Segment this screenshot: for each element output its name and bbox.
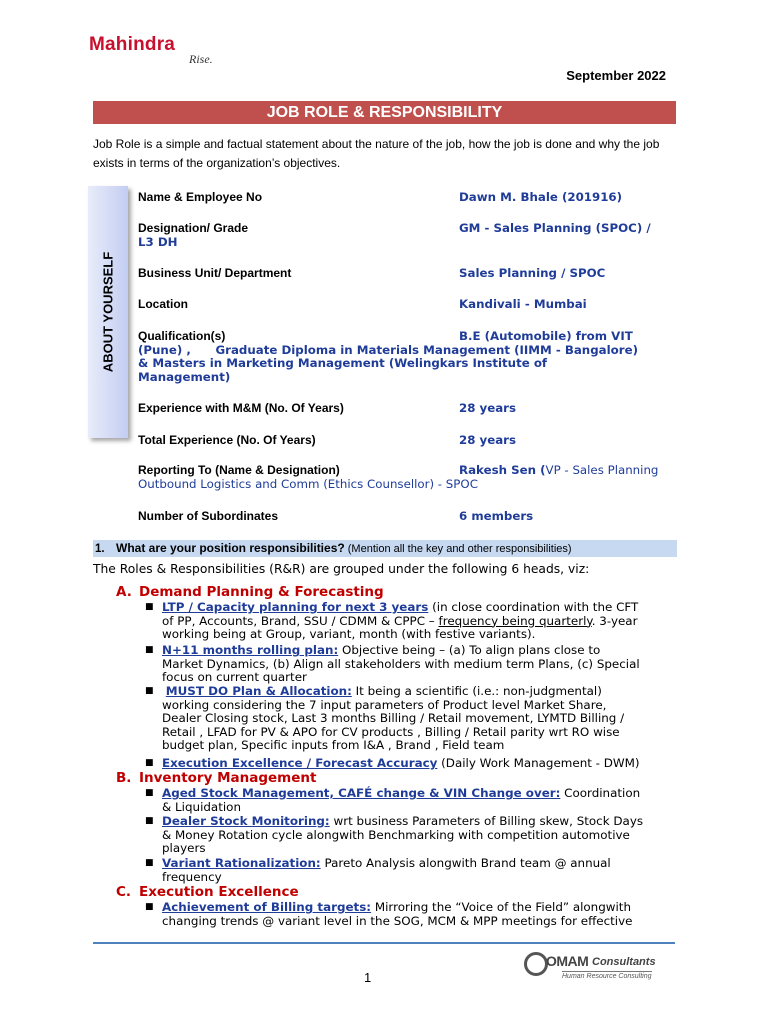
total-experience-label: Total Experience (No. Of Years)	[138, 433, 316, 447]
section-b-heading	[116, 770, 316, 786]
question-note: (Mention all the key and other responsibilities)	[344, 543, 572, 555]
document-date: September 2022	[566, 68, 666, 83]
bullet-a1	[145, 600, 692, 642]
location-row	[138, 298, 683, 312]
bullet-a3-text-4: Retail , LFAD for PV & APO for CV products , Billing / Retail parity wrt RO wise	[162, 724, 620, 739]
bullet-c1-head: Achievement of Billing targets:	[162, 900, 372, 914]
bullet-b1-head: Aged Stock Management, CAFÉ change & VIN Change over:	[162, 786, 561, 800]
section-b-title: Inventory Management	[139, 770, 317, 786]
reporting-designation-2: Outbound Logistics and Comm (Ethics Counsellor) - SPOC	[138, 476, 478, 491]
bullet-a2-head: N+11 months rolling plan:	[162, 643, 339, 657]
bullet-a3-text-5: budget plan, Specific inputs from I&A , Brand , Field team	[162, 738, 505, 752]
bullet-a1-head: LTP / Capacity planning for next 3 years	[162, 600, 429, 614]
logo-tagline: Rise.	[189, 52, 213, 66]
name-row	[138, 191, 683, 205]
section-c-title: Execution Excellence	[139, 884, 299, 900]
bullet-icon: ■	[145, 758, 154, 768]
omam-consultants-logo	[524, 950, 678, 984]
reporting-label: Reporting To (Name & Designation)	[138, 463, 340, 477]
bullet-a3-text-2: working considering the 7 input parameters of Product level Market Share,	[162, 697, 607, 712]
bullet-b1	[145, 786, 692, 814]
consultant-tagline: Human Resource Consulting	[562, 973, 652, 980]
consultant-word: Consultants	[592, 956, 656, 968]
bullet-icon: ■	[145, 602, 154, 612]
bullet-a2-text-3: focus on current quarter	[162, 670, 307, 684]
bullet-icon: ■	[145, 858, 154, 868]
bullet-a1-text-3: . 3-year	[591, 613, 638, 628]
business-unit-label: Business Unit/ Department	[138, 266, 292, 280]
section-a-letter: A.	[116, 584, 132, 600]
designation-grade: L3 DH	[138, 234, 178, 249]
bullet-c1	[145, 900, 692, 928]
bullet-b2-text-2: & Money Rotation cycle alongwith Benchmarking with competition automotive	[162, 827, 630, 842]
bullet-b2-text: wrt business Parameters of Billing skew, Stock Days	[329, 814, 644, 828]
bullet-a1-underlined: frequency being quarterly	[438, 613, 592, 628]
bullet-icon: ■	[145, 902, 154, 912]
bullet-c1-text-2: changing trends @ variant level in the SOG, MCM & MPP meetings for effective	[162, 913, 633, 928]
experience-mm-value: 28 years	[459, 401, 517, 415]
bullet-a1-text-2: of PP, Accounts, Brand, SSU / CDMM & CPPC –	[162, 613, 439, 628]
reporting-name: Rakesh Sen (	[459, 463, 546, 477]
bullet-a3-text: It being a scientific (i.e.: non-judgmental)	[351, 684, 602, 698]
question-bar	[93, 540, 677, 557]
subordinates-label: Number of Subordinates	[138, 509, 279, 523]
omam-swirl-icon	[524, 952, 548, 976]
subordinates-row	[138, 510, 683, 524]
bullet-a3	[145, 684, 692, 753]
bullet-a3-head: MUST DO Plan & Allocation:	[165, 684, 352, 698]
qualification-line-4: Management)	[138, 369, 231, 384]
qualification-line-3: & Masters in Marketing Management (Welingkars Institute of	[138, 356, 548, 370]
footer-divider	[93, 942, 675, 944]
experience-mm-row	[138, 402, 683, 416]
total-experience-value: 28 years	[459, 433, 517, 447]
bullet-b1-text-2: & Liquidation	[162, 799, 241, 814]
page-number: 1	[364, 970, 372, 985]
bullet-a4	[145, 756, 692, 771]
name-value: Dawn M. Bhale (201916)	[459, 190, 623, 204]
designation-row	[138, 222, 683, 249]
about-yourself-tab	[88, 186, 128, 438]
rr-intro: The Roles & Responsibilities (R&R) are grouped under the following 6 heads, viz:	[93, 562, 590, 576]
business-unit-value: Sales Planning / SPOC	[459, 266, 606, 280]
bullet-b3-head: Variant Rationalization:	[162, 856, 321, 870]
bullet-a3-text-3: Dealer Closing stock, Last 3 months Billing / Retail movement, LYMTD Billing /	[162, 711, 625, 725]
qualification-row	[138, 330, 683, 384]
designation-value: GM - Sales Planning (SPOC) /	[459, 221, 651, 235]
qualification-line-2: (Pune) , Graduate Diploma in Materials Management (IIMM - Bangalore)	[138, 342, 638, 357]
bullet-icon: ■	[145, 686, 154, 696]
experience-mm-label: Experience with M&M (No. Of Years)	[138, 401, 344, 415]
section-a-heading	[116, 584, 384, 600]
reporting-designation: VP - Sales Planning	[545, 463, 659, 477]
bullet-c1-text: Mirroring the “Voice of the Field” alongwith	[371, 900, 631, 914]
bullet-a4-head: Execution Excellence / Forecast Accuracy	[162, 756, 438, 770]
question-text: What are your position responsibilities?	[116, 541, 345, 555]
location-value: Kandivali - Mumbai	[459, 297, 587, 311]
section-c-heading	[116, 884, 299, 900]
designation-label: Designation/ Grade	[138, 221, 249, 235]
bullet-a2-text-2: Market Dynamics, (b) Align all stakeholders with medium term Plans, (c) Special	[162, 656, 640, 671]
location-label: Location	[138, 297, 188, 311]
bullet-b1-text: Coordination	[560, 786, 641, 800]
bullet-a2	[145, 643, 692, 685]
bullet-b3-text-2: frequency	[162, 869, 222, 884]
page-title: JOB ROLE & RESPONSIBILITY	[93, 101, 676, 124]
bullet-b3-text: Pareto Analysis alongwith Brand team @ annual	[320, 856, 611, 870]
consultant-name: OMAM	[546, 953, 589, 969]
section-a-title: Demand Planning & Forecasting	[139, 584, 384, 600]
total-experience-row	[138, 434, 683, 448]
bullet-b3	[145, 856, 692, 884]
bullet-icon: ■	[145, 645, 154, 655]
bullet-b2	[145, 814, 692, 856]
section-c-letter: C.	[116, 884, 132, 900]
qualification-value: B.E (Automobile) from VIT	[459, 329, 633, 343]
bullet-b2-head: Dealer Stock Monitoring:	[162, 814, 330, 828]
logo-brand: Mahindra	[89, 34, 176, 55]
reporting-row	[138, 464, 683, 491]
bullet-a4-text: (Daily Work Management - DWM)	[437, 756, 640, 770]
bullet-a1-text: (in close coordination with the CFT	[428, 600, 639, 614]
subordinates-value: 6 members	[459, 509, 534, 523]
about-yourself-label: ABOUT YOURSELF	[100, 251, 116, 373]
mahindra-logo	[89, 34, 213, 66]
business-unit-row	[138, 267, 683, 281]
name-label: Name & Employee No	[138, 190, 263, 204]
bullet-a2-text: Objective being – (a) To align plans close to	[338, 643, 601, 657]
intro-paragraph: Job Role is a simple and factual statement about the nature of the job, how the job is done and why the job exists in terms of the organization’s objectives.	[93, 137, 660, 170]
section-b-letter: B.	[116, 770, 132, 786]
bullet-icon: ■	[145, 788, 154, 798]
bullet-a1-text-4: working being at Group, variant, month (with festive variants).	[162, 627, 536, 641]
bullet-icon: ■	[145, 816, 154, 826]
question-number: 1.	[95, 543, 105, 555]
qualification-label: Qualification(s)	[138, 329, 226, 343]
bullet-b2-text-3: players	[162, 841, 206, 855]
